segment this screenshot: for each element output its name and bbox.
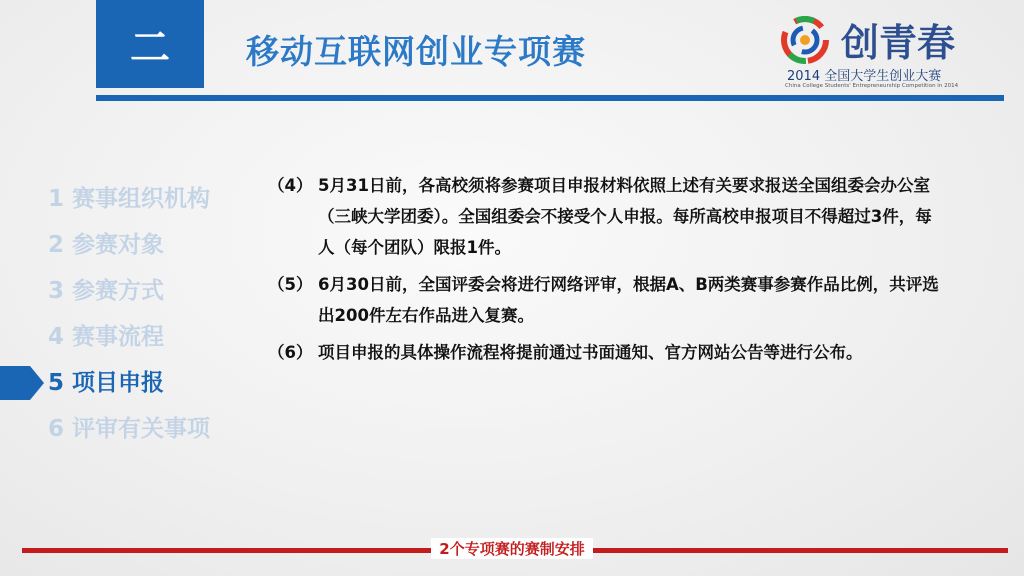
- side-item-label: 4 赛事流程: [48, 324, 165, 350]
- header-divider: [96, 95, 1004, 101]
- side-item-label: 5 项目申报: [48, 370, 165, 396]
- side-item-review[interactable]: [0, 406, 240, 452]
- content-paragraph: [268, 170, 948, 263]
- side-item-method[interactable]: [0, 268, 240, 314]
- logo-subtitle-english: China College Students' Entrepreneurship Competition in 2014: [785, 83, 959, 89]
- logo-emblem-icon: [777, 12, 837, 68]
- content-paragraph: [268, 269, 948, 331]
- section-number: 二: [130, 24, 170, 71]
- side-item-label: 6 评审有关事项: [48, 416, 211, 442]
- paragraph-text: 5月31日前，各高校须将参赛项目申报材料依照上述有关要求报送全国组委会办公室（三峡大学团委）。全国组委会不接受个人申报。每所高校申报项目不得超过3件，每人（每个团队）限报1件。: [318, 176, 932, 257]
- paragraph-number: （4）: [268, 176, 313, 195]
- side-item-label: 3 参赛方式: [48, 278, 165, 304]
- side-item-label: 1 赛事组织机构: [48, 186, 211, 212]
- logo-brand-text: 创青春: [841, 21, 956, 65]
- side-menu: [0, 176, 240, 452]
- section-number-box: [96, 0, 204, 88]
- logo-subtitle: 2014 全国大学生创业大赛: [787, 69, 942, 84]
- paragraph-number: （5）: [268, 275, 313, 294]
- paragraph-text: 6月30日前，全国评委会将进行网络评审，根据A、B两类赛事参赛作品比例，共评选出200件左右作品进入复赛。: [318, 275, 939, 325]
- side-item-application[interactable]: [0, 360, 240, 406]
- footer-caption: 2个专项赛的赛制安排: [431, 538, 592, 559]
- paragraph-text: 项目申报的具体操作流程将提前通过书面通知、官方网站公告等进行公布。: [318, 343, 863, 362]
- content-paragraph: [268, 337, 948, 368]
- side-item-label: 2 参赛对象: [48, 232, 165, 258]
- paragraph-number: （6）: [268, 343, 313, 362]
- side-item-process[interactable]: [0, 314, 240, 360]
- page-title: 移动互联网创业专项赛: [246, 32, 586, 71]
- side-item-participants[interactable]: [0, 222, 240, 268]
- footer: [0, 538, 1024, 559]
- competition-logo: [775, 8, 985, 93]
- side-item-organization[interactable]: [0, 176, 240, 222]
- active-arrow-icon: [0, 362, 44, 404]
- content-body: [268, 170, 948, 374]
